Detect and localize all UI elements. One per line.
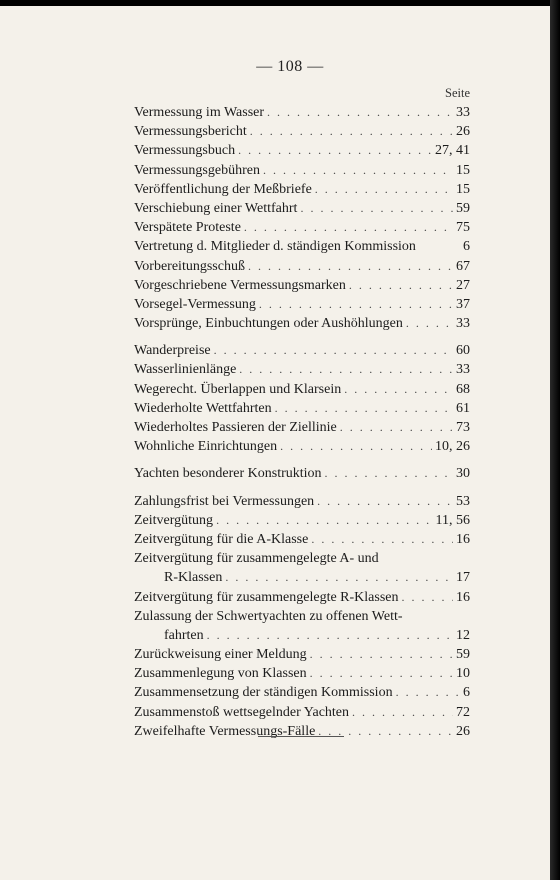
index-term: Wiederholtes Passieren der Ziellinie	[134, 420, 337, 435]
index-term: Vertretung d. Mitglieder d. ständigen Kommission	[134, 239, 416, 255]
leader-dots	[352, 703, 453, 722]
leader-dots	[267, 103, 453, 122]
index-pages: 6	[463, 685, 470, 701]
index-term: Yachten besonderer Konstruktion	[134, 466, 322, 482]
index-pages: 60	[456, 343, 470, 359]
index-term: Vorsegel-Vermessung	[134, 296, 256, 312]
leader-dots	[318, 722, 453, 741]
index-pages: 37	[456, 296, 470, 312]
leader-dots	[349, 276, 453, 295]
index-pages: 15	[456, 181, 470, 197]
index-entry	[134, 103, 470, 122]
index-entry	[134, 645, 470, 664]
index-entry	[134, 161, 470, 180]
index-entry	[134, 314, 470, 333]
index-pages: 67	[456, 258, 470, 274]
index-pages: 61	[456, 400, 470, 416]
leader-dots	[315, 180, 453, 199]
index-entry	[134, 437, 470, 456]
index-term: Zurückweisung einer Meldung	[134, 647, 307, 663]
index-entry	[134, 380, 470, 399]
leader-dots	[216, 511, 432, 530]
index-pages: 53	[456, 493, 470, 509]
index-entry	[134, 295, 470, 314]
page-number: — 108 —	[256, 58, 324, 75]
index-pages: 33	[456, 105, 470, 120]
index-term: R-Klassen	[164, 570, 223, 586]
index-term: Vermessungsbuch	[134, 143, 236, 159]
leader-dots	[248, 257, 453, 276]
index-term: Zeitvergütung für zusammengelegte A- und	[134, 551, 379, 567]
index-entry	[134, 141, 470, 160]
leader-dots	[263, 161, 453, 180]
leader-dots	[239, 360, 453, 379]
index-term: Zeitvergütung für zusammengelegte R-Klassen	[134, 589, 399, 605]
index-pages: 16	[456, 589, 470, 605]
index-entry	[134, 341, 470, 360]
leader-dots	[250, 122, 453, 141]
index-entry	[134, 199, 470, 218]
leader-dots	[406, 314, 453, 333]
index-list	[134, 103, 470, 741]
index-term: Veröffentlichung der Meßbriefe	[134, 181, 312, 197]
index-term: Wiederholte Wettfahrten	[134, 400, 272, 416]
leader-dots	[310, 645, 453, 664]
leader-dots	[275, 399, 453, 418]
index-pages: 73	[456, 420, 470, 435]
index-term: Wasserlinienlänge	[134, 362, 237, 378]
index-term: Vermessung im Wasser	[134, 105, 265, 120]
index-entry	[134, 180, 470, 199]
index-entry	[134, 360, 470, 379]
index-pages: 16	[456, 531, 470, 547]
index-entry	[134, 218, 470, 237]
index-entry	[134, 464, 470, 483]
leader-dots	[259, 295, 453, 314]
index-term: Wegerecht. Überlappen und Klarsein	[134, 381, 342, 397]
index-term: Zeitvergütung	[134, 512, 214, 528]
index-pages: 10, 26	[435, 439, 470, 455]
index-pages: 6	[463, 239, 470, 255]
book-spine-shadow	[550, 0, 560, 880]
index-pages: 75	[456, 220, 470, 236]
index-entry	[134, 722, 470, 741]
index-term: Zusammensetzung der ständigen Kommission	[134, 685, 393, 701]
index-entry	[134, 237, 470, 256]
index-entry	[134, 683, 470, 702]
index-term: Zweifelhafte Vermessungs-Fälle	[134, 723, 316, 739]
index-pages: 59	[456, 200, 470, 216]
leader-dots	[396, 683, 460, 702]
leader-dots	[344, 380, 453, 399]
index-pages: 11, 56	[435, 512, 470, 528]
closing-rule	[258, 736, 344, 737]
index-term: Zahlungsfrist bei Vermessungen	[134, 493, 315, 509]
index-pages: 12	[456, 627, 470, 643]
index-entry	[134, 257, 470, 276]
index-entry	[134, 530, 470, 549]
leader-dots	[214, 341, 453, 360]
page-column-label: Seite	[445, 86, 470, 100]
index-term: Zulassung der Schwertyachten zu offenen Wett-	[134, 608, 403, 624]
index-pages: 33	[456, 316, 470, 332]
index-entry-continuation	[134, 568, 470, 587]
index-term: Vorgeschriebene Vermessungsmarken	[134, 277, 346, 293]
index-term: fahrten	[164, 627, 204, 643]
leader-dots	[300, 199, 453, 218]
index-entry	[134, 588, 470, 607]
index-pages: 26	[456, 723, 470, 739]
leader-dots	[238, 141, 432, 160]
index-entry	[134, 703, 470, 722]
leader-dots	[402, 588, 454, 607]
leader-dots	[244, 218, 453, 237]
index-entry	[134, 492, 470, 511]
index-entry	[134, 122, 470, 141]
index-pages: 33	[456, 362, 470, 378]
leader-dots	[280, 437, 432, 456]
index-entry-continuation	[134, 626, 470, 645]
index-term: Zeitvergütung für die A-Klasse	[134, 531, 309, 547]
leader-dots	[310, 664, 453, 683]
leader-dots	[311, 530, 453, 549]
index-entry	[134, 549, 470, 568]
index-pages: 68	[456, 381, 470, 397]
index-term: Wanderpreise	[134, 343, 211, 359]
index-term: Wohnliche Einrichtungen	[134, 439, 278, 455]
index-pages: 30	[456, 466, 470, 482]
index-pages: 72	[456, 704, 470, 720]
leader-dots	[317, 492, 453, 511]
leader-dots	[225, 568, 453, 587]
leader-dots	[340, 418, 453, 437]
index-pages: 59	[456, 647, 470, 663]
index-entry	[134, 399, 470, 418]
index-entry	[134, 276, 470, 295]
index-entry	[134, 664, 470, 683]
index-term: Vermessungsgebühren	[134, 162, 260, 178]
index-pages: 15	[456, 162, 470, 178]
index-term: Verschiebung einer Wettfahrt	[134, 200, 298, 216]
index-term: Verspätete Proteste	[134, 220, 241, 236]
index-entry	[134, 607, 470, 626]
index-entry	[134, 511, 470, 530]
leader-dots	[207, 626, 453, 645]
index-entry	[134, 418, 470, 437]
index-pages: 27	[456, 277, 470, 293]
index-pages: 17	[456, 570, 470, 586]
index-pages: 26	[456, 124, 470, 140]
index-term: Zusammenlegung von Klassen	[134, 666, 307, 682]
leader-dots	[325, 464, 453, 483]
index-pages: 27, 41	[435, 143, 470, 159]
index-term: Vermessungsbericht	[134, 124, 247, 140]
index-term: Vorsprünge, Einbuchtungen oder Aushöhlungen	[134, 316, 403, 332]
index-pages: 10	[456, 666, 470, 682]
index-term: Zusammenstoß wettsegelnder Yachten	[134, 704, 350, 720]
index-term: Vorbereitungsschuß	[134, 258, 245, 274]
